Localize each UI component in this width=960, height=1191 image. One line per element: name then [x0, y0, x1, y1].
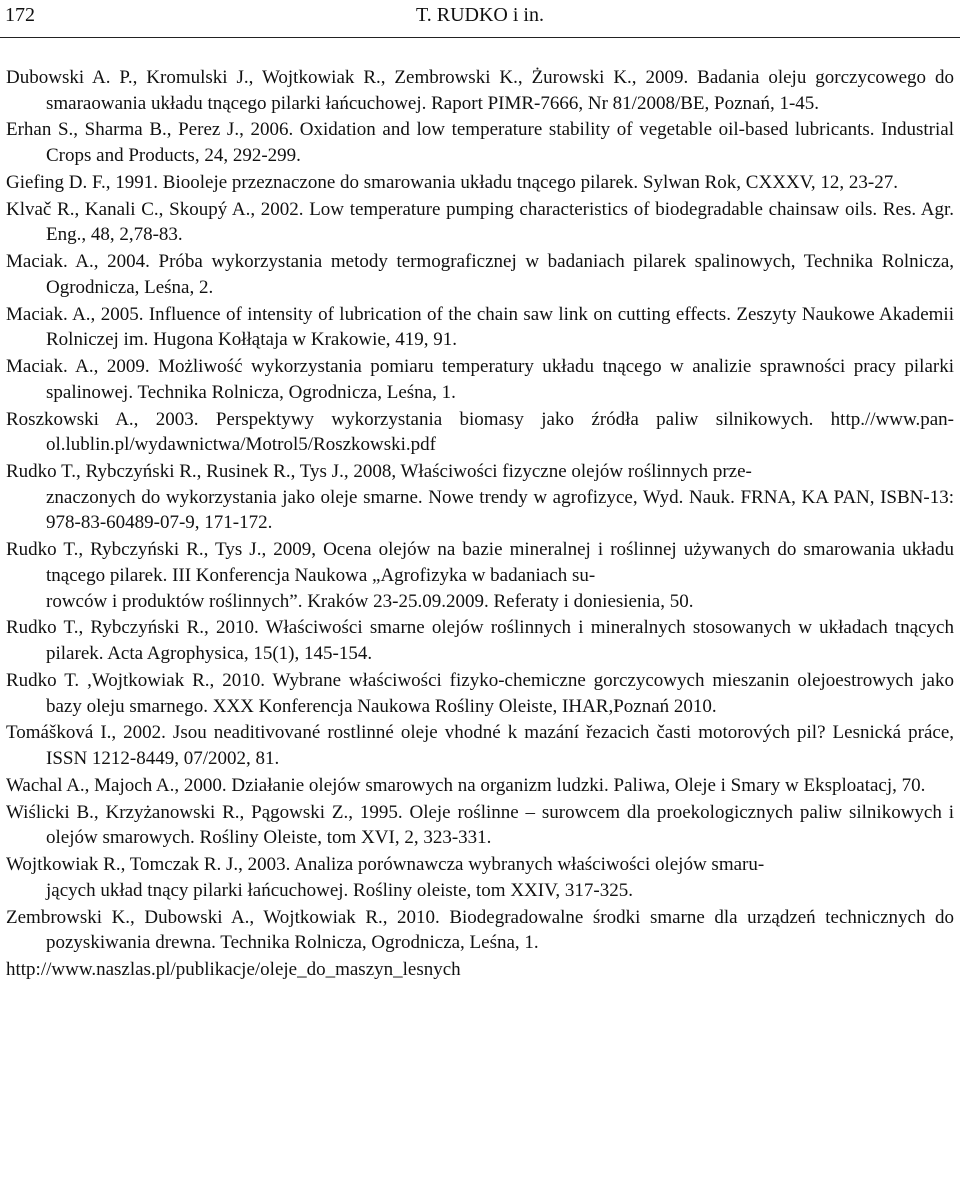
- page-number: 172: [5, 4, 35, 26]
- reference-entry: Maciak. A., 2004. Próba wykorzystania metody termograficznej w badaniach pilarek spalinowych, Technika Rolnicza, Ogrodnicza, Leśna, 2.: [6, 251, 954, 298]
- reference-entry: Rudko T. ,Wojtkowiak R., 2010. Wybrane właściwości fizyko-chemiczne gorczycowych mieszanin olejoestrowych jako bazy oleju smarnego. XXX Konferencja Naukowa Rośliny Oleiste, IHAR,Poznań 2010.: [6, 669, 954, 717]
- reference-entry: Rudko T., Rybczyński R., Tys J., 2009, Ocena olejów na bazie mineralnej i roślinnej używanych do smarowania układu tnącego pilarek. III Konferencja Naukowa „Agrofizyka w badaniach su- rowców i produktów roślinnych”. Kraków 23-25.09.2009. Referaty i doniesienia, 50.: [6, 539, 954, 612]
- reference-entry: Wojtkowiak R., Tomczak R. J., 2003. Analiza porównawcza wybranych właściwości olejów smaru- jących układ tnący pilarki łańcuchowej. Rośliny oleiste, tom XXIV, 317-325.: [6, 854, 765, 901]
- page-header: [0, 0, 960, 38]
- reference-entry: Zembrowski K., Dubowski A., Wojtkowiak R., 2010. Biodegradowalne środki smarne dla urządzeń technicznych do pozyskiwania drewna. Technika Rolnicza, Ogrodnicza, Leśna, 1.: [6, 906, 954, 954]
- reference-entry: Maciak. A., 2005. Influence of intensity of lubrication of the chain saw link on cutting effects. Zeszyty Naukowe Akademii Rolniczej im. Hugona Kołłątaja w Krakowie, 419, 91.: [6, 303, 954, 351]
- reference-entry: Erhan S., Sharma B., Perez J., 2006. Oxidation and low temperature stability of vegetable oil-based lubricants. Industrial Crops and Products, 24, 292-299.: [6, 119, 954, 167]
- reference-entry: Tomášková I., 2002. Jsou neaditivované rostlinné oleje vhodné k mazání řezacich časti motorových pil? Lesnická práce, ISSN 1212-8449, 07/2002, 81.: [6, 722, 954, 769]
- reference-entry: Wiślicki B., Krzyżanowski R., Pągowski Z., 1995. Oleje roślinne – surowcem dla proekologicznych paliw silnikowych i olejów smarowych. Rośliny Oleiste, tom XVI, 2, 323-331.: [6, 801, 954, 849]
- reference-entry: Rudko T., Rybczyński R., 2010. Właściwości smarne olejów roślinnych i mineralnych stosowanych w układach tnących pilarek. Acta Agrophysica, 15(1), 145-154.: [6, 617, 954, 665]
- reference-list: [6, 65, 954, 984]
- reference-url: http://www.naszlas.pl/publikacje/oleje_do_maszyn_lesnych: [6, 959, 461, 981]
- reference-entry: Rudko T., Rybczyński R., Rusinek R., Tys J., 2008, Właściwości fizyczne olejów roślinnych prze- znaczonych do wykorzystania jako oleje smarne. Nowe trendy w agrofizyce, Wyd. Nauk. FRNA, KA PAN, ISBN-13: 978-83-60489-07-9, 171-172.: [6, 461, 954, 534]
- reference-entry: Giefing D. F., 1991. Biooleje przeznaczone do smarowania układu tnącego pilarek. Sylwan Rok, CXXXV, 12, 23-27.: [6, 171, 898, 193]
- reference-entry: Maciak. A., 2009. Możliwość wykorzystania pomiaru temperatury układu tnącego w analizie sprawności pracy pilarki spalinowej. Technika Rolnicza, Ogrodnicza, Leśna, 1.: [6, 356, 954, 403]
- reference-entry: Roszkowski A., 2003. Perspektywy wykorzystania biomasy jako źródła paliw silnikowych. http.//www.pan-ol.lublin.pl/wydawnictwa/Motrol5/Roszkowski.pdf: [6, 408, 954, 456]
- reference-entry: Klvač R., Kanali C., Skoupý A., 2002. Low temperature pumping characteristics of biodegradable chainsaw oils. Res. Agr. Eng., 48, 2,78-83.: [6, 198, 954, 246]
- reference-entry: Dubowski A. P., Kromulski J., Wojtkowiak R., Zembrowski K., Żurowski K., 2009. Badania oleju gorczycowego do smaraowania układu tnącego pilarki łańcuchowej. Raport PIMR-7666, Nr 81/2008/BE, Poznań, 1-45.: [6, 67, 954, 114]
- running-head: T. RUDKO i in.: [416, 4, 544, 26]
- reference-entry: Wachal A., Majoch A., 2000. Działanie olejów smarowych na organizm ludzki. Paliwa, Oleje i Smary w Eksploatacj, 70.: [6, 774, 926, 796]
